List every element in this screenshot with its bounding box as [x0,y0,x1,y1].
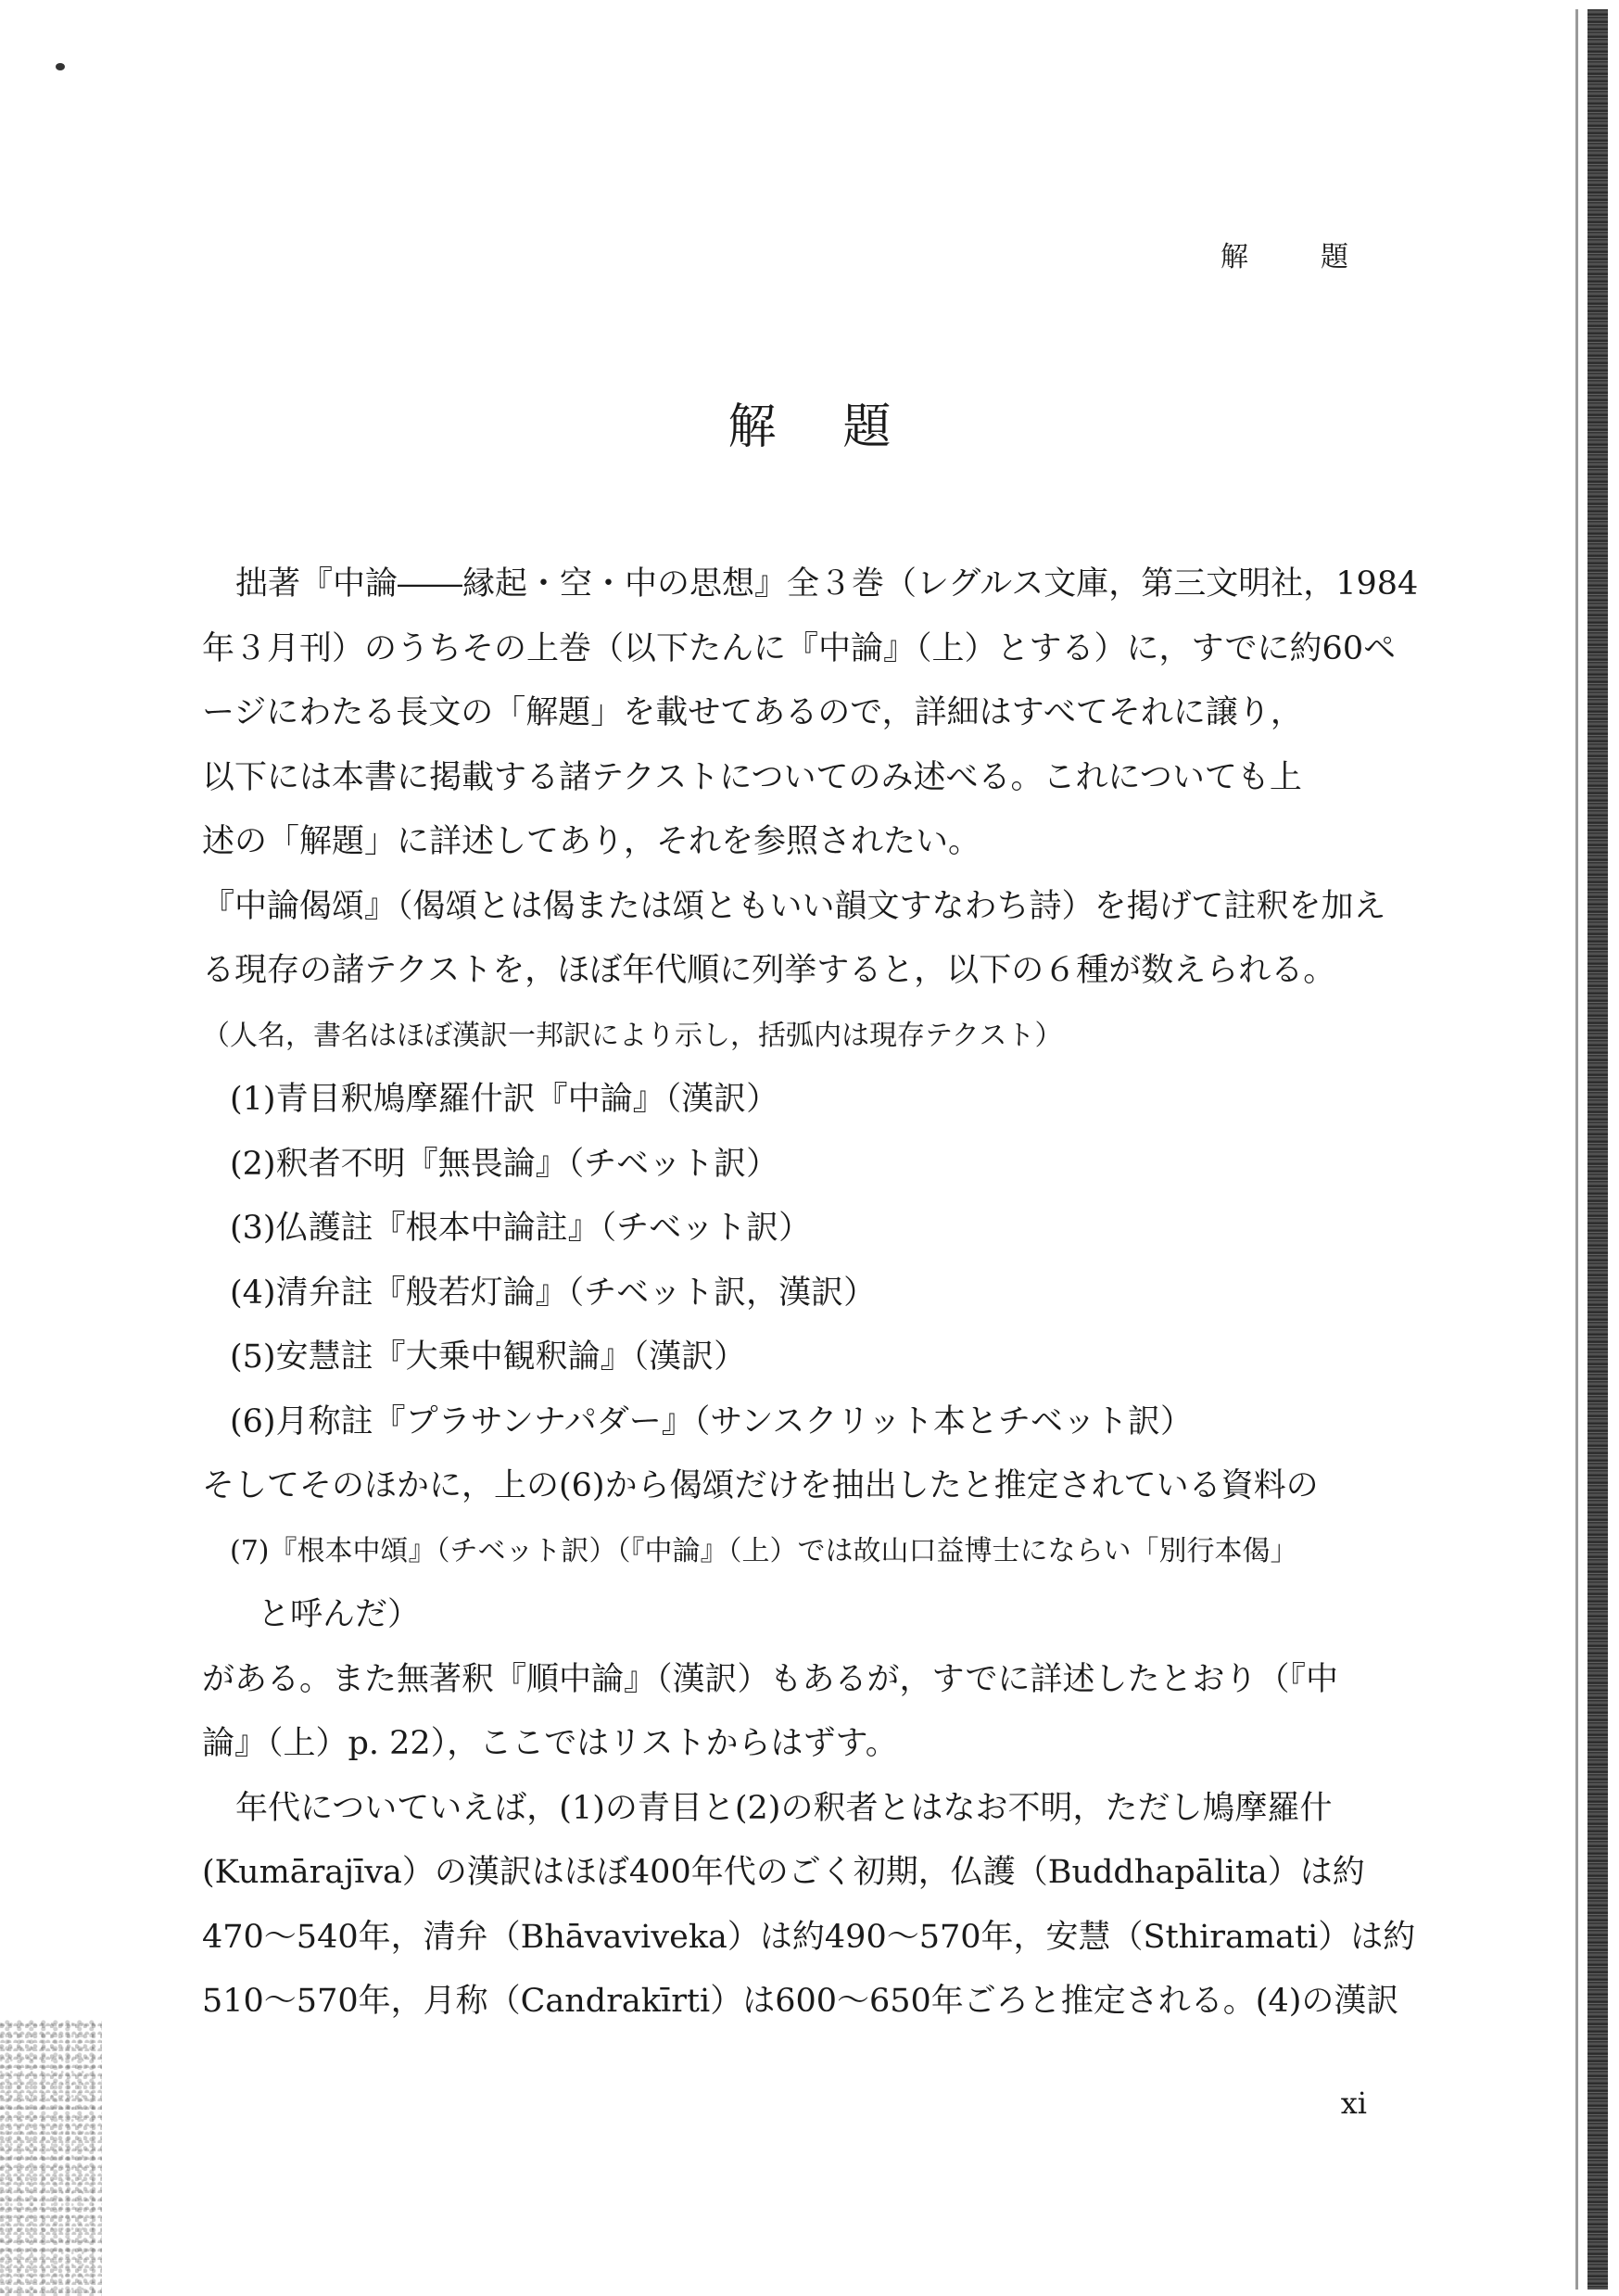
text-line: る現存の諸テクストを，ほぼ年代順に列挙すると，以下の６種が数えられる。 [202,952,1336,989]
text-line: ージにわたる長文の「解題」を載せてあるので，詳細はすべてそれに譲り， [202,694,1303,731]
text-line: 510～570年，月称（Candrakīrti）は600～650年ごろと推定される。(4)の漢訳 [202,1983,1399,2020]
list-item: (4)清弁註『般若灯論』（チベット訳，漢訳） [230,1274,877,1312]
page-title: 解題 [727,400,958,455]
text-line: 年代についていえば，(1)の青目と(2)の釈者とはなお不明，ただし鳩摩羅什 [235,1789,1333,1827]
text-line: と呼んだ） [258,1596,421,1633]
list-item: (6)月称註『プラサンナパダー』（サンスクリット本とチベット訳） [230,1402,1194,1440]
text-line: 拙著『中論――縁起・空・中の思想』全３巻（レグルス文庫，第三文明社，1984 [235,565,1419,603]
list-item: (7)『根本中頌』（チベット訳）（『中論』（上）では故山口益博士にならい「別行本偈」 [230,1534,1298,1567]
text-line: （人名，書名はほぼ漢訳一邦訳により示し，括弧内は現存テクスト） [202,1019,1063,1052]
text-line: (Kumārajīva）の漢訳はほぼ400年代のごく初期，仏護（Buddhapālita）は約 [202,1854,1365,1891]
running-head: 解 題 [1221,241,1371,273]
page-number: xi [1340,2086,1367,2121]
scan-speck [56,63,65,70]
list-item: (5)安慧註『大乗中観釈論』（漢訳） [230,1338,747,1376]
text-line: 『中論偈頌』（偈頌とは偈または頌ともいい韻文すなわち詩）を掲げて註釈を加え [202,887,1386,925]
scan-edge-line [1575,9,1578,2290]
text-line: 470～540年，清弁（Bhāvaviveka）は約490～570年，安慧（Sthiramati）は約 [202,1918,1416,1956]
list-item: (3)仏護註『根本中論註』（チベット訳） [230,1210,812,1247]
scan-noise-corner [0,2018,102,2296]
text-line: そしてそのほかに，上の(6)から偈頌だけを抽出したと推定されている資料の [202,1467,1319,1504]
list-item: (1)青目釈鳩摩羅什訳『中論』（漢訳） [230,1081,779,1118]
scan-edge-shadow [1587,9,1608,2290]
text-line: がある。また無著釈『順中論』（漢訳）もあるが，すでに詳述したとおり（『中 [202,1660,1339,1698]
text-line: 述の「解題」に詳述してあり，それを参照されたい。 [202,823,981,860]
text-line: 以下には本書に掲載する諸テクストについてのみ述べる。これについても上 [202,758,1302,796]
text-line: 年３月刊）のうちその上巻（以下たんに『中論』（上）とする）に，すでに約60ペ [202,629,1397,667]
body-text [202,552,1419,2035]
list-item: (2)釈者不明『無畏論』（チベット訳） [230,1145,779,1183]
text-line: 論』（上）p. 22），ここではリストからはずす。 [202,1725,898,1762]
